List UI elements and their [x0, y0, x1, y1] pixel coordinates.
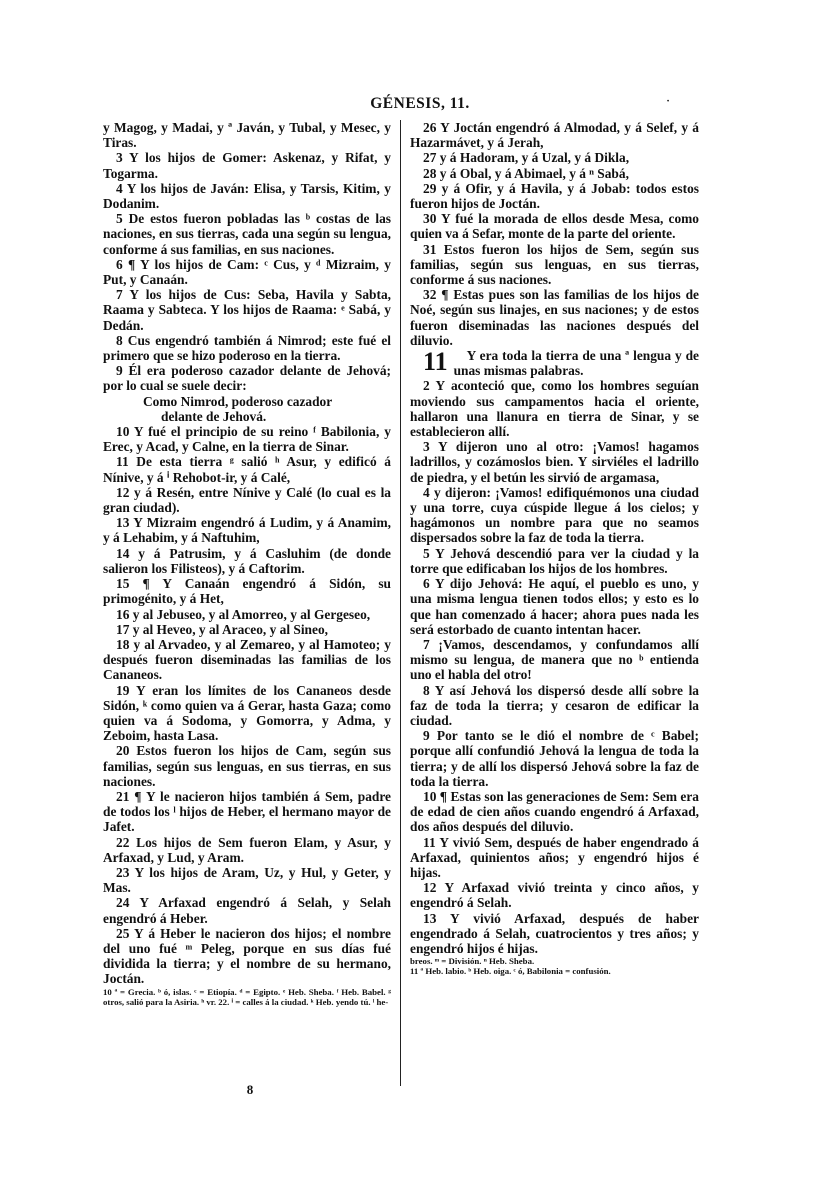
verse: 13 Y vivió Arfaxad, después de haber engendrado á Selah, cuatrocientos y tres años; y engendró hijos é hijas.: [410, 910, 699, 956]
verse-quote-line: delante de Jehová.: [161, 408, 267, 424]
verse: 14 y á Patrusim, y á Casluhim (de donde salieron los Filisteos), y á Caftorim.: [103, 545, 391, 576]
verse: 13 Y Mizraim engendró á Ludim, y á Anamim, y á Lehabim, y á Naftuhim,: [103, 515, 391, 546]
right-column: [410, 120, 699, 976]
verse: 30 Y fué la morada de ellos desde Mesa, como quien va á Sefar, monte de la parte del oriente.: [410, 211, 699, 242]
verse: 12 Y Arfaxad vivió treinta y cinco años, y engendró á Selah.: [410, 880, 699, 911]
footnotes-left: 10 ª = Grecia. ᵇ ó, islas. ᶜ = Etiopía. ᵈ = Egipto. ᵉ Heb. Sheba. ᶠ Heb. Babel. ᵍ otros, salió para la Asiria. ʰ vr. 22. ⁱ = calles á la ciudad. ᵏ Heb. yendo tú. ˡ he-: [103, 986, 391, 1007]
verse: 26 Y Joctán engendró á Almodad, y á Selef, y á Hazarmávet, y á Jerah,: [410, 120, 699, 151]
verse: 3 Y los hijos de Gomer: Askenaz, y Rifat, y Togarma.: [103, 150, 391, 181]
verse: 17 y al Heveo, y al Araceo, y al Sineo,: [116, 621, 328, 637]
verse-2-continuation: y Magog, y Madai, y ª Javán, y Tubal, y Mesec, y Tiras.: [103, 120, 391, 151]
verse: 29 y á Ofir, y á Havila, y á Jobab: todos estos fueron hijos de Joctán.: [410, 180, 699, 212]
verse: 9 Por tanto se le dió el nombre de ᶜ Babel; porque allí confundió Jehová la lengua de toda la tierra; y de allí los dispersó Jehová sobre la faz de toda la tierra.: [410, 728, 699, 789]
verse: 15 ¶ Y Canaán engendró á Sidón, su primogénito, y á Het,: [103, 576, 391, 607]
footnotes-right-1: breos. ᵐ = División. ⁿ Heb. Sheba.: [410, 956, 535, 967]
verse: 7 Y los hijos de Cus: Seba, Havila y Sabta, Raama y Sabteca. Y los hijos de Raama: ᵉ Sabá, y Dedán.: [103, 287, 391, 333]
verse: 5 De estos fueron pobladas las ᵇ costas de las naciones, en sus tierras, cada una según su lengua, conforme á sus familias, en sus naciones.: [103, 211, 391, 257]
verse: 4 y dijeron: ¡Vamos! edifiquémonos una ciudad y una torre, cuya cúspide llegue á los cielos; y hagámonos un nombre para que no seamos dispersados sobre la faz de toda la tierra.: [410, 484, 699, 546]
verse: 6 ¶ Y los hijos de Cam: ᶜ Cus, y ᵈ Mizraim, y Put, y Canaán.: [103, 256, 391, 288]
verse: 7 ¡Vamos, descendamos, y confundamos allí mismo su lengua, de manera que no ᵇ entienda uno el habla del otro!: [410, 636, 699, 683]
verse: 21 ¶ Y le nacieron hijos también á Sem, padre de todos los ˡ hijos de Heber, el hermano mayor de Jafet.: [103, 788, 391, 835]
verse: 8 Cus engendró también á Nimrod; este fué el primero que se hizo poderoso en la tierra.: [103, 332, 391, 364]
verse: 10 ¶ Estas son las generaciones de Sem: Sem era de edad de cien años cuando engendró á Arfaxad, dos años después del diluvio.: [410, 788, 699, 835]
header-dot: ·: [666, 94, 671, 109]
verse: 18 y al Arvadeo, y al Zemareo, y al Hamoteo; y después fueron diseminadas las familias de los Cananeos.: [103, 636, 391, 683]
verse: 24 Y Arfaxad engendró á Selah, y Selah engendró á Heber.: [103, 895, 391, 926]
verse: 11 De esta tierra ᵍ salió ʰ Asur, y edificó á Nínive, y á ⁱ Rehobot-ir, y á Calé,: [103, 454, 391, 485]
verse-quote-line: Como Nimrod, poderoso cazador: [143, 393, 333, 409]
verse: 9 Él era poderoso cazador delante de Jehová; por lo cual se suele decir:: [103, 363, 391, 394]
verse: 23 Y los hijos de Aram, Uz, y Hul, y Geter, y Mas.: [103, 864, 391, 896]
verse: 32 ¶ Estas pues son las familias de los hijos de Noé, según sus linajes, en sus naciones; y de estos fueron diseminadas las naciones después del diluvio.: [410, 287, 699, 348]
verse: 31 Estos fueron los hijos de Sem, según sus familias, según sus lenguas, en sus tierras, conforme á sus naciones.: [410, 241, 699, 288]
verse: 12 y á Resén, entre Nínive y Calé (lo cual es la gran ciudad).: [103, 484, 391, 516]
verse: 8 Y así Jehová los dispersó desde allí sobre la faz de toda la tierra; y cesaron de edificar la ciudad.: [410, 682, 699, 728]
verse: 20 Estos fueron los hijos de Cam, según sus familias, según sus lenguas, en sus tierras, en sus naciones.: [103, 743, 391, 789]
verse: 28 y á Obal, y á Abimael, y á ⁿ Sabá,: [423, 165, 629, 181]
page-number: 8: [246, 1082, 254, 1097]
verse: 10 Y fué el principio de su reino ᶠ Babilonia, y Erec, y Acad, y Calne, en la tierra de Sinar.: [103, 424, 391, 455]
verse: 19 Y eran los límites de los Cananeos desde Sidón, ᵏ como quien va á Gerar, hasta Gaza; como quien va á Sodoma, y Gomorra, y Adma, y Zeboim, hasta Lasa.: [103, 682, 391, 744]
verse: 6 Y dijo Jehová: He aquí, el pueblo es uno, y una misma lengua tienen todos ellos; y esto es lo que han comenzado á hacer; ahora pues nada les será estorbado de cuanto intentan hacer.: [410, 576, 699, 637]
verse: 2 Y aconteció que, como los hombres seguían moviendo sus campamentos hacia el oriente, hallaron una llanura en tierra de Sinar, y se establecieron allí.: [410, 378, 699, 440]
verse-text: Y era toda la tierra de una ª lengua y de unas mismas palabras.: [453, 348, 699, 379]
verse: 16 y al Jebuseo, y al Amorreo, y al Gergeseo,: [116, 606, 371, 622]
running-title: GÉNESIS, 11.: [370, 95, 470, 112]
left-column: [103, 120, 391, 1007]
column-divider: [400, 120, 401, 1086]
verse: 22 Los hijos de Sem fueron Elam, y Asur, y Arfaxad, y Lud, y Aram.: [103, 834, 391, 865]
verse: 5 Y Jehová descendió para ver la ciudad y la torre que edificaban los hijos de los hombres.: [410, 545, 699, 576]
verse: 3 Y dijeron uno al otro: ¡Vamos! hagamos ladrillos, y cozámoslos bien. Y sirviéles el ladrillo de piedra, y el betún les sirvió de argamasa,: [410, 439, 699, 485]
verse: 4 Y los hijos de Javán: Elisa, y Tarsis, Kitim, y Dodanim.: [103, 180, 391, 212]
footnotes-right-2: 11 ª Heb. labio. ᵇ Heb. oiga. ᶜ ó, Babilonia = confusión.: [410, 966, 611, 977]
chapter-11-verse-1: [410, 348, 699, 378]
verse: 11 Y vivió Sem, después de haber engendrado á Arfaxad, quinientos años; y engendró hijos é hijas.: [410, 834, 699, 880]
verse: 27 y á Hadoram, y á Uzal, y á Dikla,: [423, 150, 630, 166]
verse: 25 Y á Heber le nacieron dos hijos; el nombre del uno fué ᵐ Peleg, porque en sus días fué dividida la tierra; y el nombre de su hermano, Joctán.: [103, 925, 391, 987]
chapter-number: 11: [423, 347, 448, 377]
